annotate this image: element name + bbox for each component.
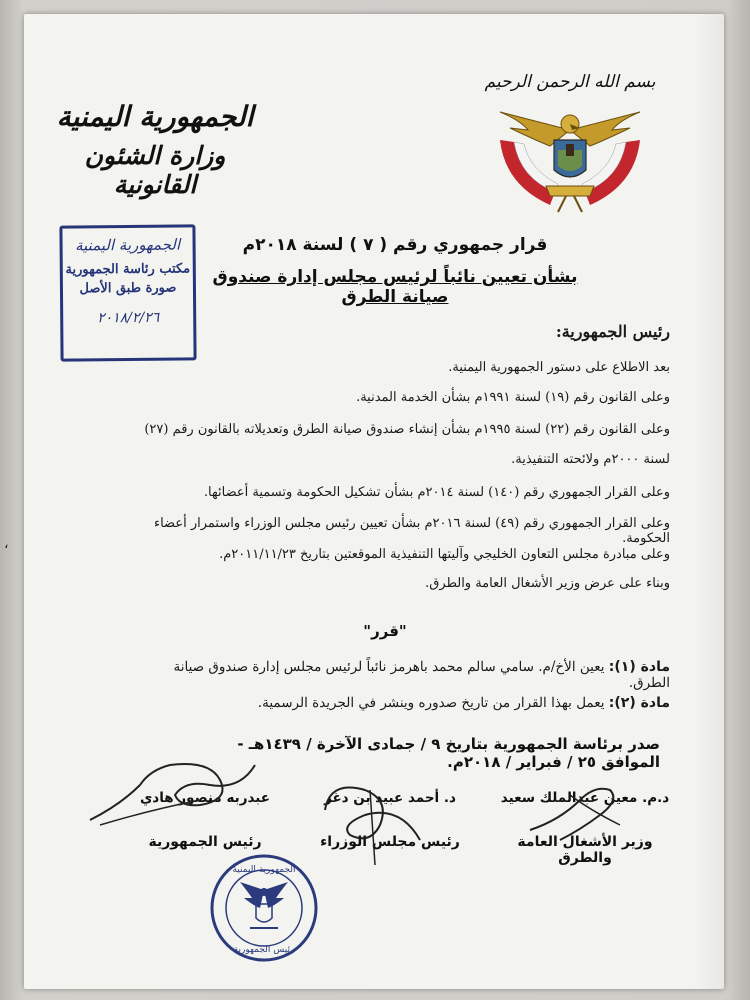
preamble-line: وبناء على عرض وزير الأشغال العامة والطرق. bbox=[425, 576, 670, 591]
signer-title: وزير الأشغال العامة والطرق bbox=[517, 834, 653, 866]
article-text: يعين الأخ/م. سامي سالم محمد باهرمز نائباً لرئيس مجلس إدارة صندوق صيانة الطرق. bbox=[173, 659, 670, 691]
decree-heading bbox=[210, 235, 580, 307]
seal-top-text: الجمهورية اليمنية bbox=[232, 865, 296, 875]
article-label: مادة (٢): bbox=[608, 695, 670, 711]
ministry-name: وزارة الشئون القانونية bbox=[84, 141, 226, 199]
signer-name: د.م. معين عبدالملك سعيد bbox=[500, 790, 670, 806]
president-label: رئيس الجمهورية: bbox=[555, 322, 670, 341]
prime-minister-signature-scribble bbox=[310, 770, 440, 870]
preamble-line: وعلى القانون رقم (٢٢) لسنة ١٩٩٥م بشأن إنشاء صندوق صيانة الطرق وتعديلاته بالقانون رقم (٢٧) bbox=[144, 422, 670, 437]
background-paper-scrap: ، bbox=[4, 536, 9, 552]
minister-signature-scribble bbox=[520, 770, 640, 850]
preamble-line: وعلى القرار الجمهوري رقم (١٤٠) لسنة ٢٠١٤م بشأن تشكيل الحكومة وتسمية أعضائها. bbox=[203, 485, 670, 500]
republic-name: الجمهورية اليمنية bbox=[56, 100, 254, 133]
article-2 bbox=[150, 695, 670, 711]
stamp-office: مكتب رئاسة الجمهورية bbox=[65, 261, 191, 278]
certified-copy-stamp bbox=[59, 224, 196, 361]
signer-name: عبدربه منصور هادي bbox=[139, 790, 271, 806]
letterhead bbox=[40, 100, 270, 199]
preamble-line: وعلى مبادرة مجلس التعاون الخليجي وآليتها التنفيذية الموقعتين بتاريخ ٢٠١١/١١/٢٣م. bbox=[219, 547, 670, 562]
issued-date-line: صدر برئاسة الجمهورية بتاريخ ٩ / جمادى الآخرة / ١٤٣٩هـ - الموافق ٢٥ / فبراير / ٢٠١٨م. bbox=[237, 735, 660, 771]
yemen-emblem-icon bbox=[480, 100, 660, 215]
seal-bottom-text: رئيس الجمهورية bbox=[233, 945, 295, 955]
stamp-republic: الجمهورية اليمنية bbox=[74, 235, 181, 255]
article-1 bbox=[150, 659, 670, 691]
decree-title: قرار جمهوري رقم ( ٧ ) لسنة ٢٠١٨م bbox=[242, 235, 548, 255]
basmala: بسم الله الرحمن الرحيم bbox=[484, 72, 656, 92]
decided-label: "قرر" bbox=[363, 622, 407, 640]
presidential-seal-icon bbox=[208, 852, 320, 964]
signer-title: رئيس مجلس الوزراء bbox=[320, 834, 460, 850]
president-signature-scribble bbox=[80, 745, 270, 835]
article-text: يعمل بهذا القرار من تاريخ صدوره وينشر في الجريدة الرسمية. bbox=[257, 695, 605, 711]
preamble-line: وعلى القانون رقم (١٩) لسنة ١٩٩١م بشأن الخدمة المدنية. bbox=[356, 390, 670, 405]
stamp-date: ٢٠١٨/٢/٢٦ bbox=[97, 309, 160, 327]
preamble-line: وعلى القرار الجمهوري رقم (٤٩) لسنة ٢٠١٦م بشأن تعيين رئيس مجلس الوزراء واستمرار أعضاء الحكومة. bbox=[153, 516, 670, 546]
article-label: مادة (١): bbox=[608, 659, 670, 675]
signer-name: د. أحمد عبيد بن دغر bbox=[324, 790, 456, 806]
signer-title: رئيس الجمهورية bbox=[148, 834, 262, 850]
preamble-line: لسنة ٢٠٠٠م ولائحته التنفيذية. bbox=[511, 452, 670, 467]
decree-subject: بشأن تعيين نائباً لرئيس مجلس إدارة صندوق صيانة الطرق bbox=[212, 267, 578, 307]
stamp-certified: صورة طبق الأصل bbox=[79, 280, 177, 297]
preamble-line: بعد الاطلاع على دستور الجمهورية اليمنية. bbox=[448, 360, 670, 375]
